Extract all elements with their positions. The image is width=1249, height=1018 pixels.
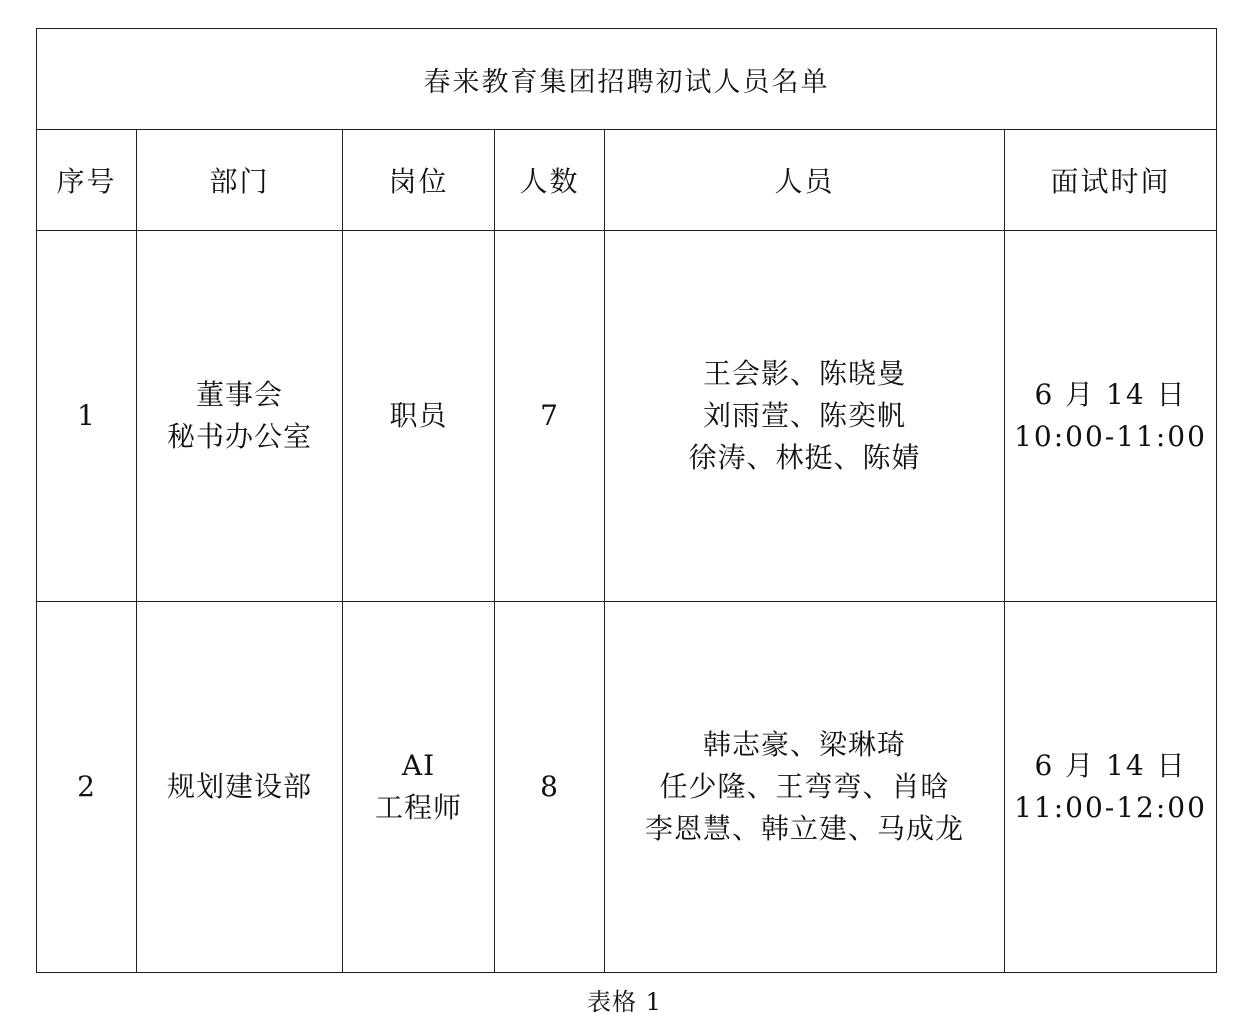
- staff-cell: [605, 602, 1005, 973]
- header-row: [37, 130, 1217, 231]
- index-cell: 1: [37, 231, 137, 602]
- header-time: 面试时间: [1005, 130, 1217, 231]
- header-index: 序号: [37, 130, 137, 231]
- position-line: 职员: [389, 399, 448, 432]
- position-line: AI: [401, 749, 436, 782]
- header-department: 部门: [137, 130, 343, 231]
- table-caption: 表格 1: [587, 988, 662, 1016]
- department-line: 董事会: [195, 378, 283, 411]
- staff-line: 刘雨萱、陈奕帆: [702, 399, 906, 432]
- header-staff: 人员: [605, 130, 1005, 231]
- interview-date: 6 月 14 日: [1034, 749, 1187, 782]
- time-cell: [1005, 231, 1217, 602]
- interview-date: 6 月 14 日: [1034, 378, 1187, 411]
- table-row: [37, 602, 1217, 973]
- staff-cell: [605, 231, 1005, 602]
- department-line: 秘书办公室: [166, 420, 312, 453]
- position-cell: [343, 602, 495, 973]
- count-cell: 8: [495, 602, 605, 973]
- staff-line: 韩志豪、梁琳琦: [702, 728, 906, 761]
- time-cell: [1005, 602, 1217, 973]
- position-cell: [343, 231, 495, 602]
- staff-line: 李恩慧、韩立建、马成龙: [644, 812, 964, 845]
- staff-line: 任少隆、王弯弯、肖晗: [659, 770, 950, 803]
- interview-time: 10:00-11:00: [1014, 420, 1207, 453]
- staff-line: 王会影、陈晓曼: [702, 357, 906, 390]
- department-cell: [137, 231, 343, 602]
- position-line: 工程师: [374, 791, 462, 824]
- title-row: [37, 29, 1217, 130]
- table-title: 春来教育集团招聘初试人员名单: [37, 29, 1217, 130]
- header-position: 岗位: [343, 130, 495, 231]
- interview-time: 11:00-12:00: [1014, 791, 1207, 824]
- recruitment-table: [36, 28, 1217, 973]
- staff-line: 徐涛、林挺、陈婧: [688, 441, 921, 474]
- index-cell: 2: [37, 602, 137, 973]
- department-line: 规划建设部: [166, 770, 312, 803]
- header-count: 人数: [495, 130, 605, 231]
- count-cell: 7: [495, 231, 605, 602]
- table-row: [37, 231, 1217, 602]
- department-cell: [137, 602, 343, 973]
